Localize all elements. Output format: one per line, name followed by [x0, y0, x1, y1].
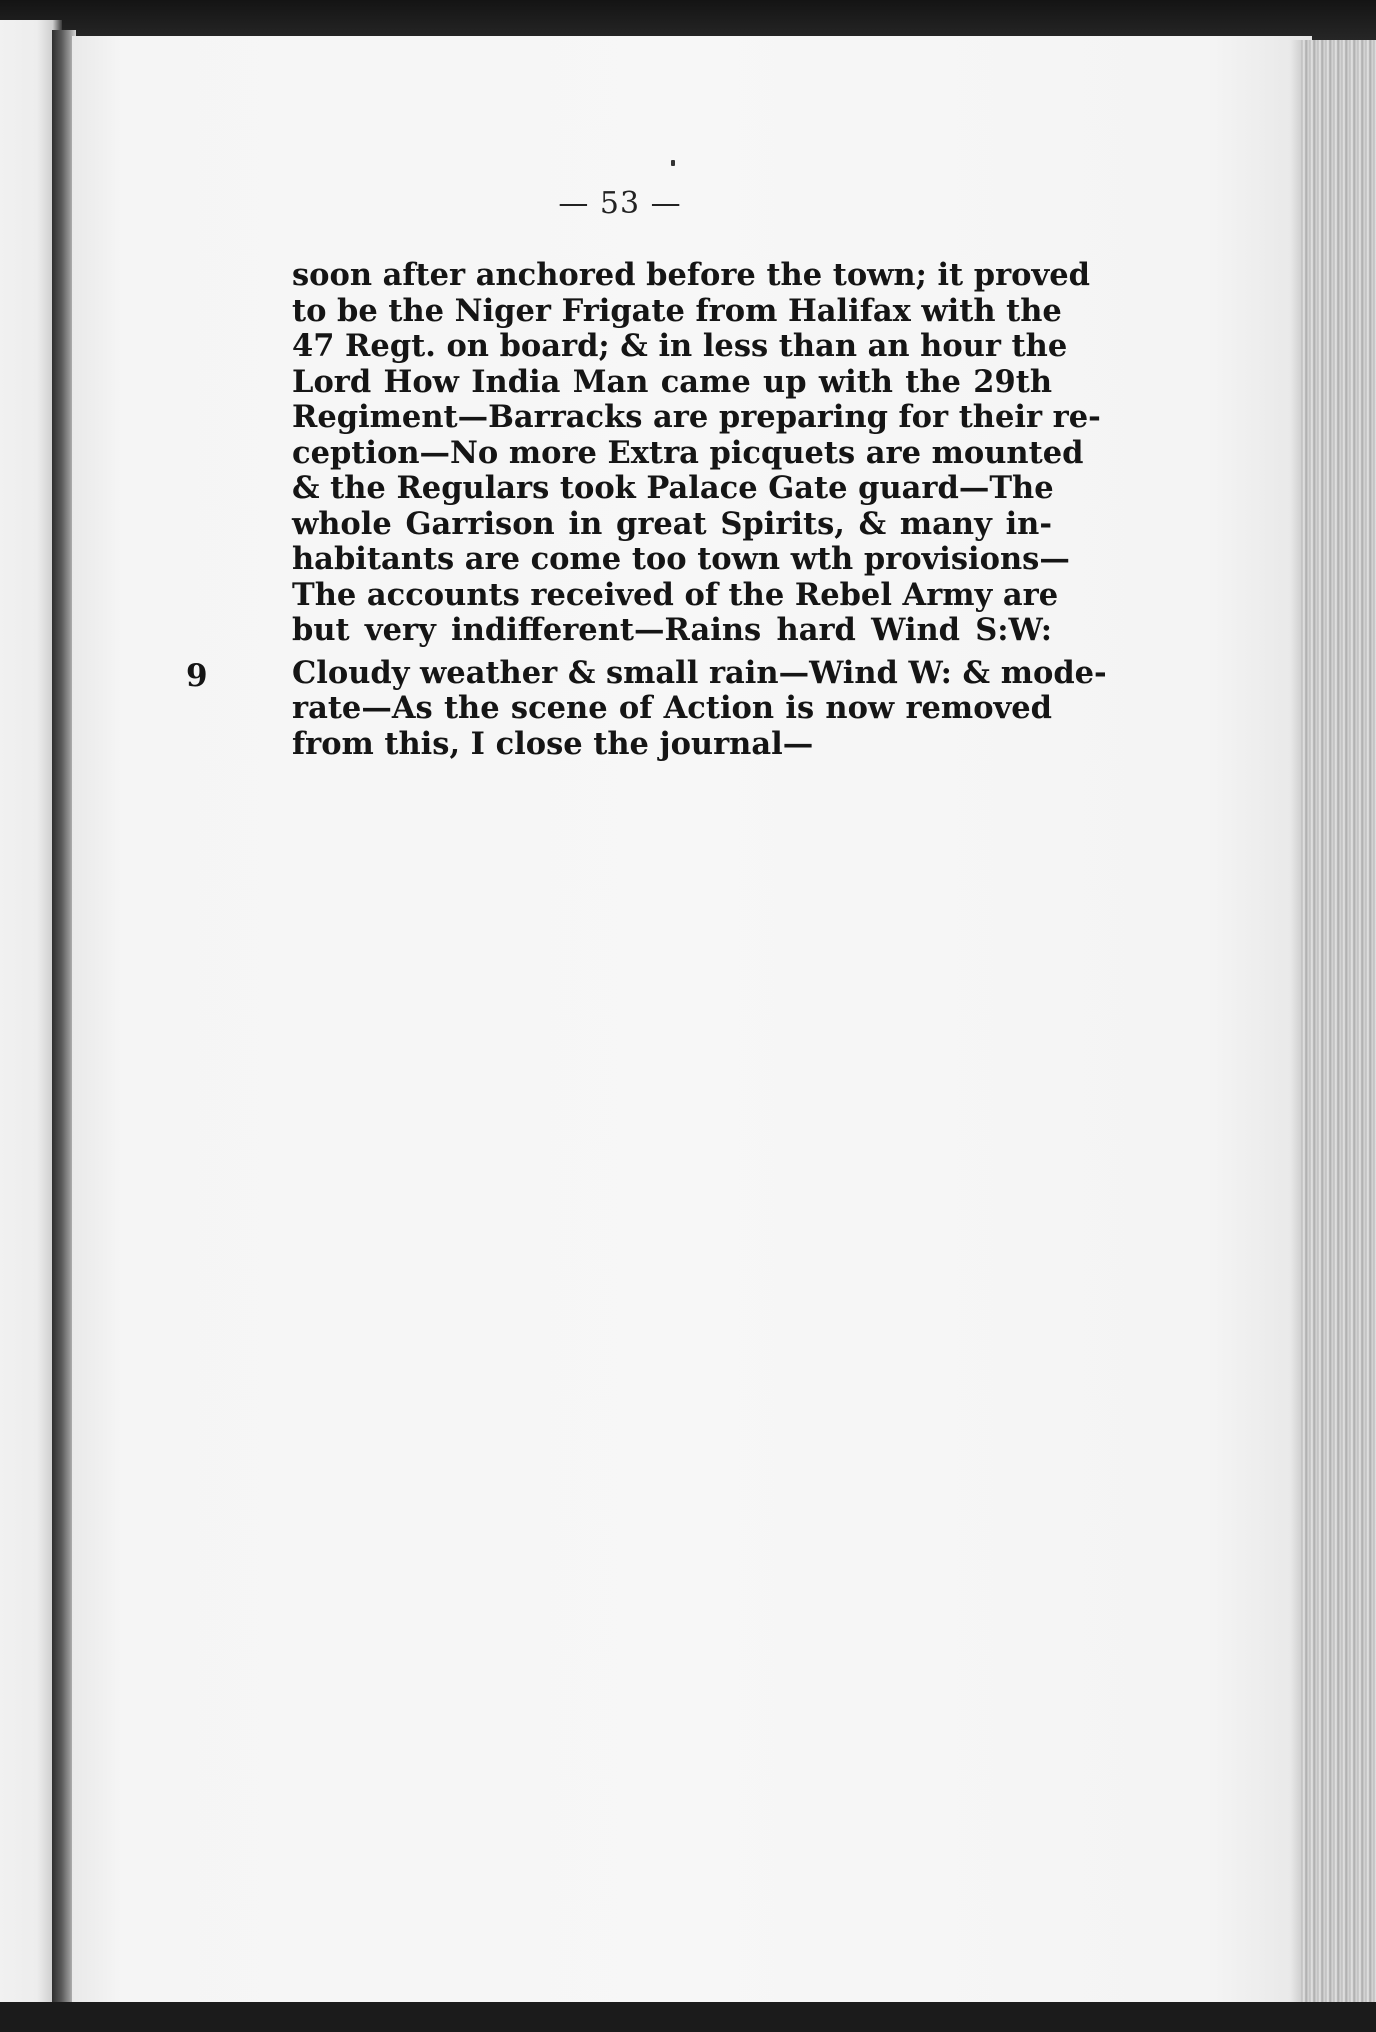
page-edges-stack — [1300, 40, 1376, 2002]
text-line: from this, I close the journal— — [292, 725, 814, 762]
text-line: Regiment—Barracks are preparing for their re- — [292, 399, 1101, 435]
text-line: habitants are come too town wth provisions— — [292, 541, 1070, 577]
journal-text — [292, 257, 1107, 762]
scan-top-border — [0, 0, 1376, 40]
text-line: 47 Regt. on board; & in less than an hour the — [292, 328, 1068, 364]
text-line: & the Regulars took Palace Gate guard—The — [292, 470, 1054, 506]
scan-bottom-border — [0, 2002, 1376, 2032]
day-marker: 9 — [186, 658, 208, 694]
text-line: ception—No more Extra picquets are mounted — [292, 434, 1084, 471]
text-line: rate—As the scene of Action is now removed — [292, 690, 1052, 726]
text-line: Cloudy weather & small rain—Wind W: & mode- — [292, 654, 1107, 691]
text-line: soon after anchored before the town; it proved — [292, 257, 1090, 293]
text-line: The accounts received of the Rebel Army are — [292, 576, 1059, 613]
text-line: Lord How India Man came up with the 29th — [292, 363, 1052, 400]
text-line: whole Garrison in great Spirits, & many in- — [292, 505, 1052, 542]
text-line: but very indifferent—Rains hard Wind S:W: — [292, 612, 1052, 648]
ink-speck — [671, 160, 675, 166]
text-line: to be the Niger Frigate from Halifax with the — [292, 292, 1062, 329]
page-number: — 53 — — [558, 186, 682, 221]
